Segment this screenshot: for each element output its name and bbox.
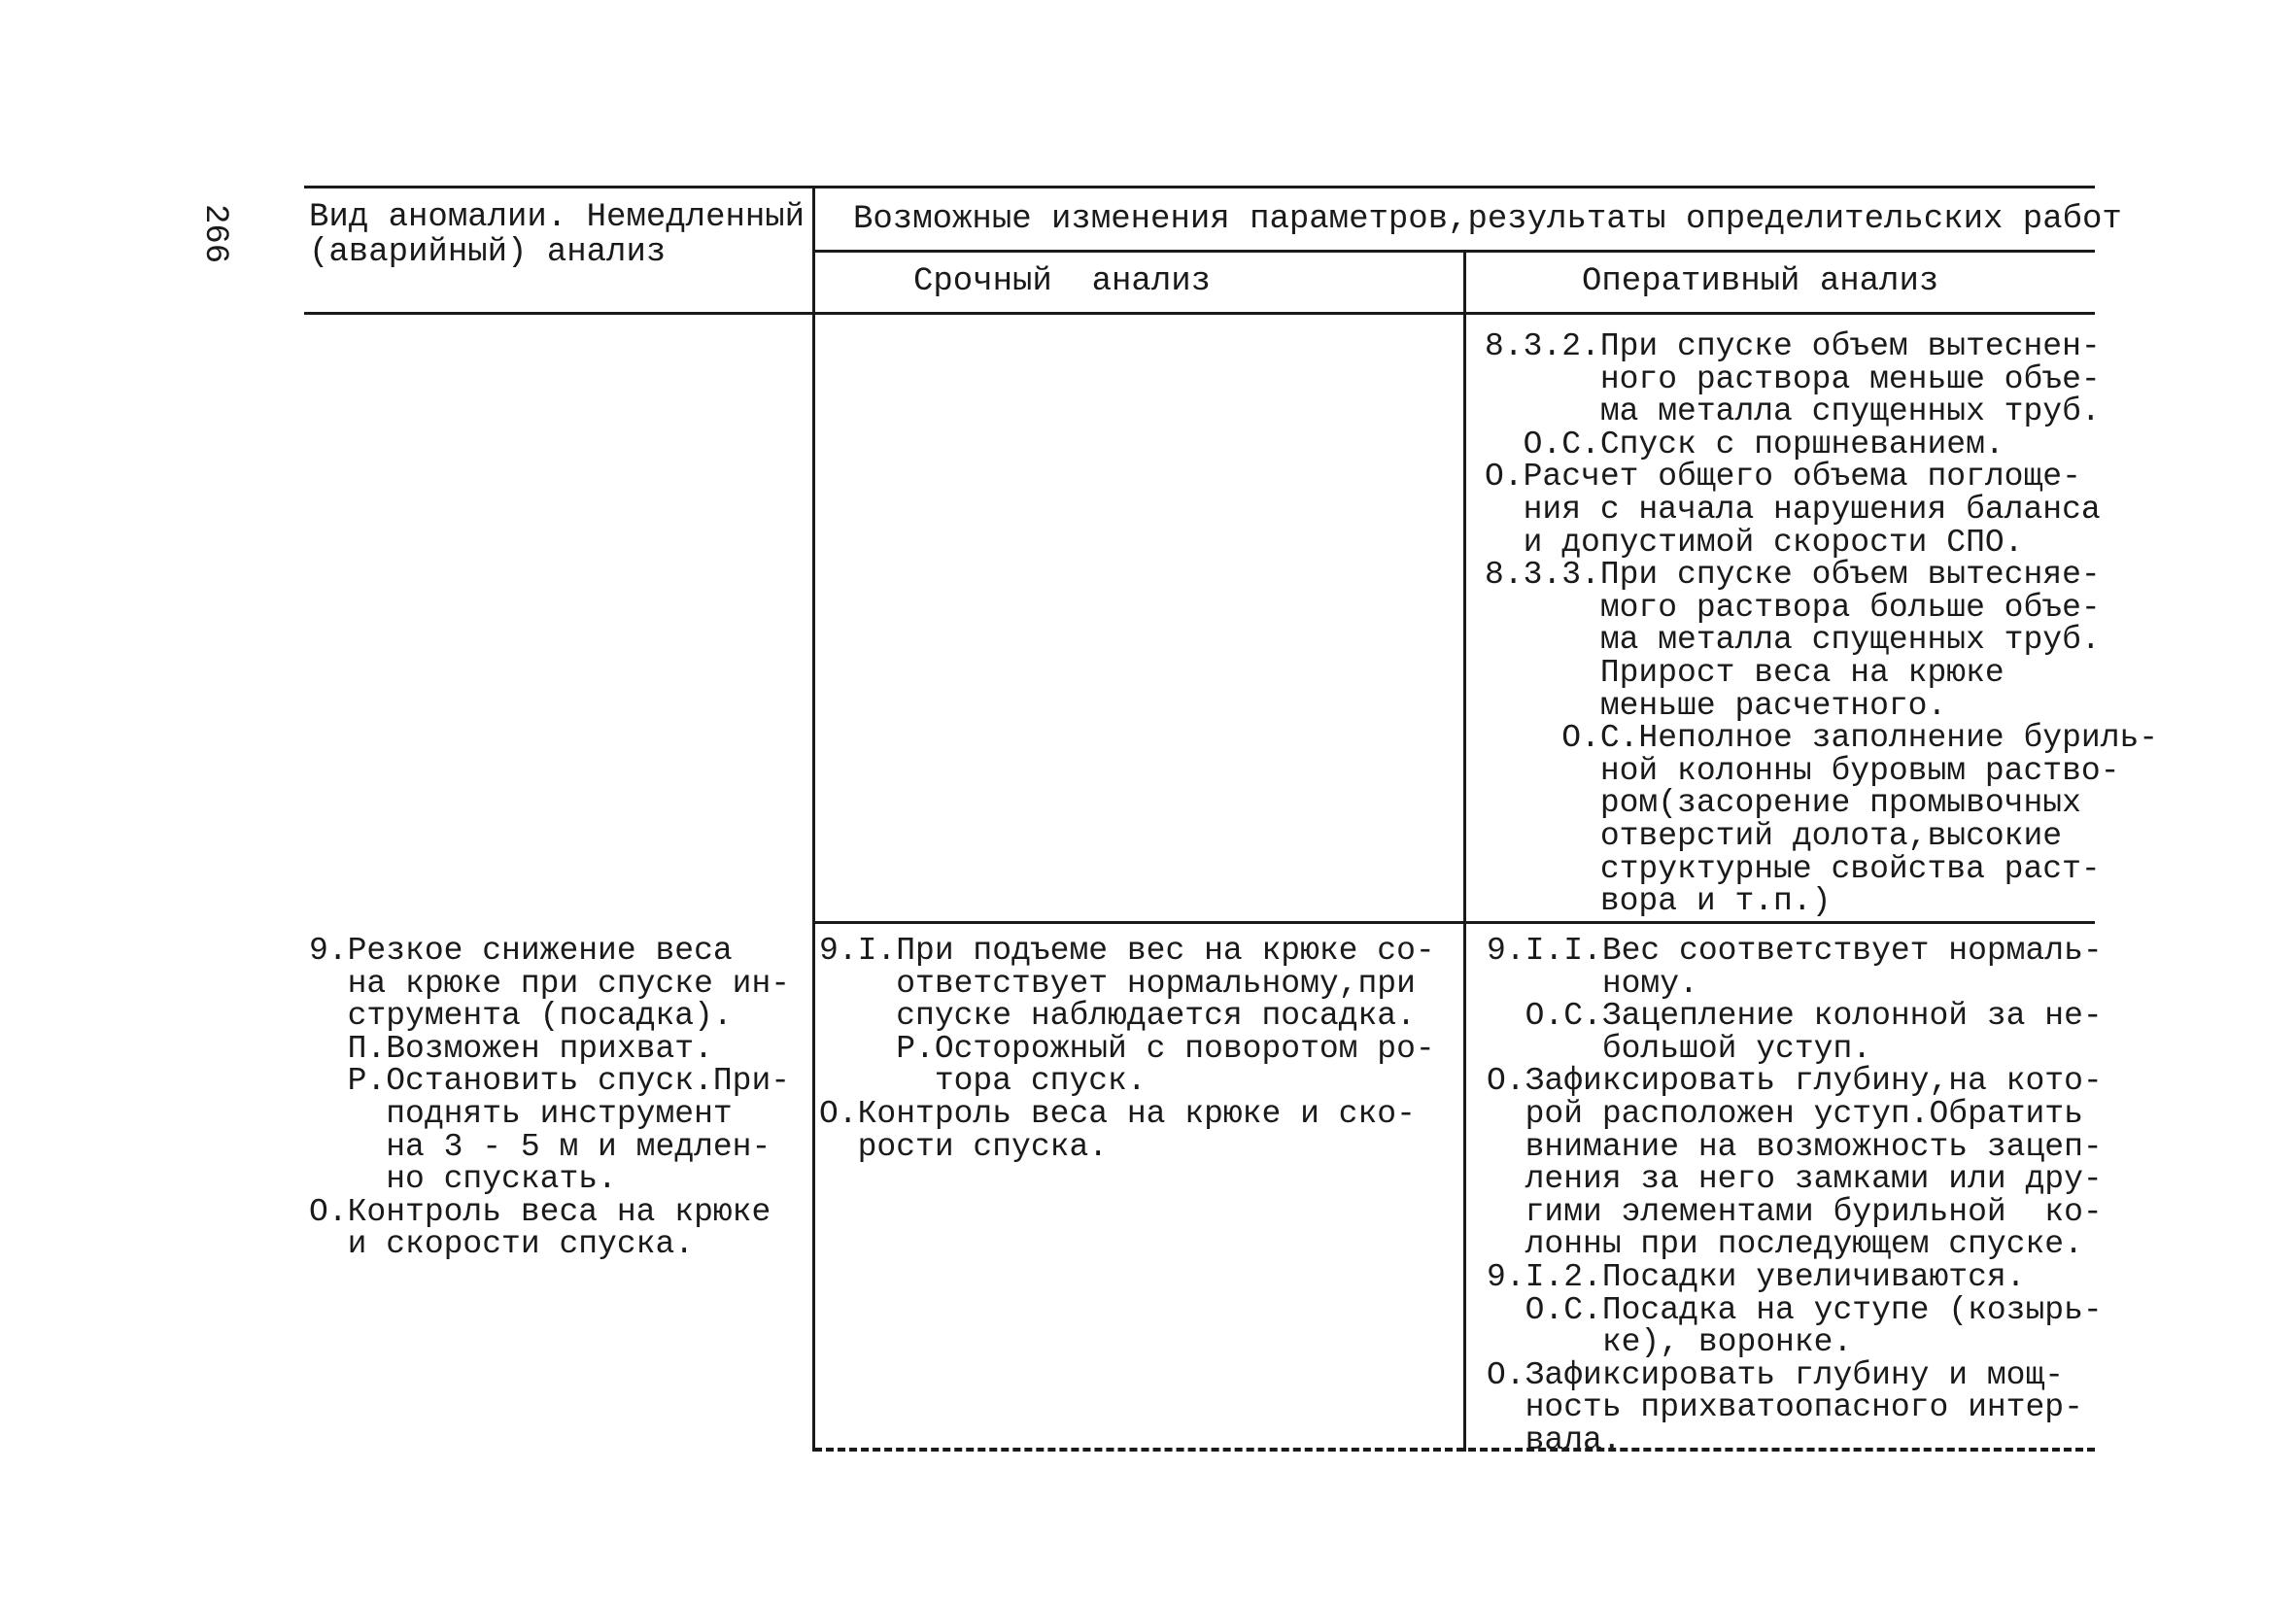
header-top-rule (304, 186, 2095, 188)
row1-col3: 8.3.2.При спуске объем вытеснен- ного раствора меньше объе- ма металла спущенных труб. О.С.Спуск с поршневанием. О.Расчет общего объема поглоще- ния с начала нарушения баланса и допустимой скорости СПО. 8.3.3.При спуске объем вытесняе- мого раствора больше объе- ма металла спущенных труб. Прирост веса на крюке меньше расчетного. О.С.Неполное заполнение буриль- ной колонны буровым раство- ром(засорение промывочных отверстий долота,высокие структурные свойства раст- вора и т.п.) (1485, 328, 2159, 920)
row2-col3: 9.I.I.Вес соответствует нормаль- ному. О.С.Зацепление колонной за не- большой уступ. О.Зафиксировать глубину,на кото- рой расположен уступ.Обратить внимание на возможность зацеп- ления за него замками или дру- гими элементами бурильной ко- лонны при последующем спуске. 9.I.2.Посадки увеличиваются. О.С.Посадка на уступе (козырь- ке), воронке. О.Зафиксировать глубину и мощ- ность прихватоопасного интер- вала. (1487, 933, 2103, 1458)
header-col1: Вид аномалии. Немедленный (аварийный) анализ (309, 199, 805, 271)
page-number: 266 (196, 204, 233, 264)
column-divider-2 (1463, 252, 1466, 1452)
row-divider (813, 921, 2095, 924)
row2-col2: 9.I.При подъеме вес на крюке со- ответствует нормальному,при спуске наблюдается посадка. Р.Осторожный с поворотом ро- тора спуск. О.Контроль веса на крюке и ско- рости спуска. (819, 933, 1435, 1165)
header-bottom-rule (304, 312, 2095, 315)
header-group: Возможные изменения параметров,результаты определительских работ (853, 201, 2122, 238)
header-col2: Срочный анализ (913, 263, 1212, 300)
row2-col1: 9.Резкое снижение веса на крюке при спуске ин- струмента (посадка). П.Возможен прихват. Р.Остановить спуск.При- поднять инструмент на 3 - 5 м и медлен- но спускать. О.Контроль веса на крюке и скорости спуска. (309, 933, 791, 1263)
header-sub-rule (813, 250, 2095, 253)
header-col3: Оперативный анализ (1582, 263, 1939, 300)
column-divider-1 (812, 186, 815, 1452)
